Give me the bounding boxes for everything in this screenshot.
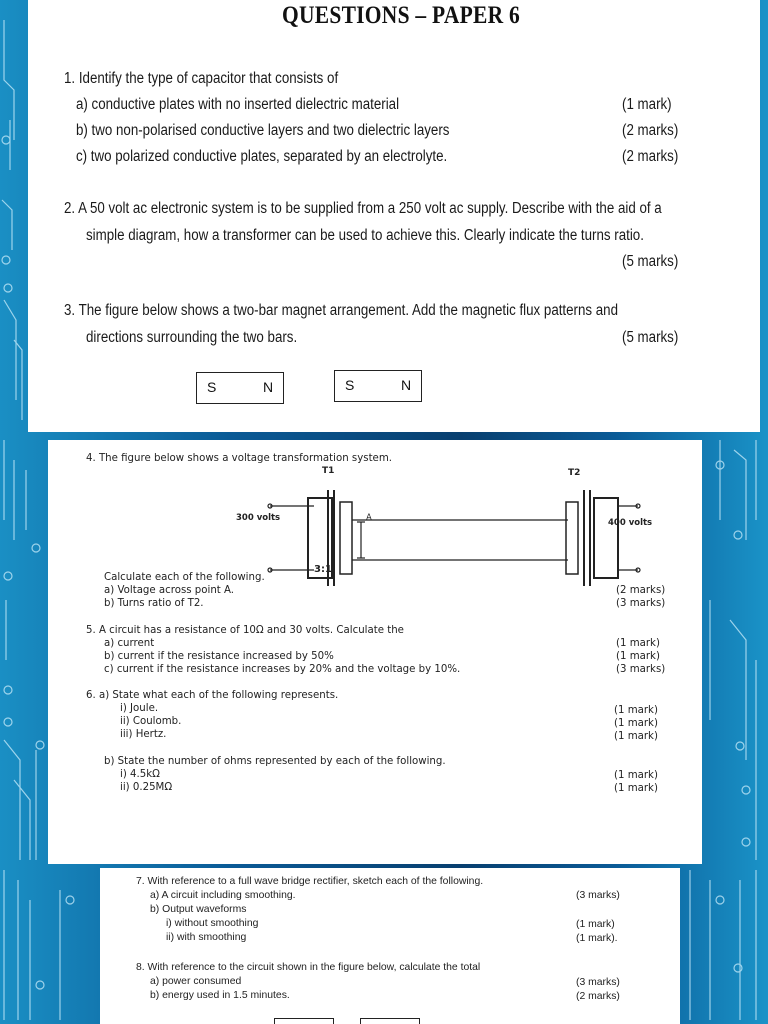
q7-part-a-marks: (3 marks) <box>576 890 620 901</box>
q7-stem: 7. With reference to a full wave bridge rectifier, sketch each of the following. <box>136 876 484 887</box>
q6-b-ii-marks: (1 mark) <box>614 783 658 794</box>
circuit-box-1 <box>274 1018 334 1024</box>
q4-part-b: b) Turns ratio of T2. <box>104 598 204 609</box>
q3-line2: directions surrounding the two bars. <box>86 329 298 346</box>
q2-line1: 2. A 50 volt ac electronic system is to be supplied from a 250 volt ac supply. Describe with the aid of a <box>64 200 662 217</box>
q6-b-ii: ii) 0.25MΩ <box>120 782 173 793</box>
q8-stem: 8. With reference to the circuit shown in the figure below, calculate the total <box>136 962 481 973</box>
bar-magnet-2 <box>334 370 422 402</box>
point-a-label: A <box>366 513 372 523</box>
output-voltage-label: 400 volts <box>608 518 653 528</box>
q3-marks: (5 marks) <box>622 329 679 346</box>
q1-part-b-marks: (2 marks) <box>622 122 679 139</box>
q4-part-a-marks: (2 marks) <box>616 585 666 596</box>
q6-a-ii-marks: (1 mark) <box>614 718 658 729</box>
input-voltage-label: 300 volts <box>236 513 281 523</box>
q7-b-ii: ii) with smoothing <box>166 932 247 943</box>
q5-part-a-marks: (1 mark) <box>616 638 660 649</box>
q7-b-ii-marks: (1 mark). <box>576 933 618 944</box>
q1-part-c: c) two polarized conductive plates, separated by an electrolyte. <box>76 148 448 165</box>
q1-part-a-marks: (1 mark) <box>622 96 672 113</box>
q8-part-b-marks: (2 marks) <box>576 991 620 1002</box>
magnet-1-north: N <box>263 379 274 395</box>
q8-part-a: a) power consumed <box>150 976 242 987</box>
q6-a-iii: iii) Hertz. <box>120 729 167 740</box>
q7-part-b: b) Output waveforms <box>150 904 247 915</box>
q6-stem-b: b) State the number of ohms represented by each of the following. <box>104 756 446 767</box>
q5-part-c-marks: (3 marks) <box>616 664 666 675</box>
q4-stem: 4. The figure below shows a voltage transformation system. <box>86 453 392 464</box>
q7-part-a: a) A circuit including smoothing. <box>150 890 296 901</box>
q6-b-i-marks: (1 mark) <box>614 770 658 781</box>
q4-part-b-marks: (3 marks) <box>616 598 666 609</box>
q6-a-i: i) Joule. <box>120 703 159 714</box>
q7-b-i: i) without smoothing <box>166 918 259 929</box>
q6-b-i: i) 4.5kΩ <box>120 769 160 780</box>
turns-ratio-label: 3:1 <box>314 564 332 575</box>
q1-stem: 1. Identify the type of capacitor that consists of <box>64 70 339 87</box>
q2-line2: simple diagram, how a transformer can be used to achieve this. Clearly indicate the turns ratio. <box>86 227 644 244</box>
circuit-box-2 <box>360 1018 420 1024</box>
paper-page-2 <box>48 440 702 864</box>
q1-part-a: a) conductive plates with no inserted dielectric material <box>76 96 400 113</box>
q4-part-a: a) Voltage across point A. <box>104 585 235 596</box>
paper-page-1 <box>28 0 760 432</box>
q5-part-b-marks: (1 mark) <box>616 651 660 662</box>
q5-part-b: b) current if the resistance increased by 50% <box>104 651 334 662</box>
q8-part-b: b) energy used in 1.5 minutes. <box>150 990 290 1001</box>
q8-part-a-marks: (3 marks) <box>576 977 620 988</box>
q5-part-a: a) current <box>104 638 155 649</box>
q6-stem-a: 6. a) State what each of the following represents. <box>86 690 339 701</box>
t2-label: T2 <box>568 468 581 478</box>
q1-part-c-marks: (2 marks) <box>622 148 679 165</box>
t1-label: T1 <box>322 466 335 476</box>
q4-calc: Calculate each of the following. <box>104 572 265 583</box>
magnet-2-north: N <box>401 377 412 393</box>
q6-a-iii-marks: (1 mark) <box>614 731 658 742</box>
q6-a-ii: ii) Coulomb. <box>120 716 182 727</box>
q5-stem: 5. A circuit has a resistance of 10Ω and 30 volts. Calculate the <box>86 625 404 636</box>
q6-a-i-marks: (1 mark) <box>614 705 658 716</box>
paper-page-3 <box>100 868 680 1024</box>
q3-line1: 3. The figure below shows a two-bar magnet arrangement. Add the magnetic flux patterns and <box>64 302 619 319</box>
q1-part-b: b) two non-polarised conductive layers and two dielectric layers <box>76 122 450 139</box>
q5-part-c: c) current if the resistance increases by 20% and the voltage by 10%. <box>104 664 461 675</box>
bar-magnet-1 <box>196 372 284 404</box>
q2-marks: (5 marks) <box>622 253 679 270</box>
q7-b-i-marks: (1 mark) <box>576 919 615 930</box>
magnet-2-south: S <box>345 377 355 393</box>
page-title: QUESTIONS – PAPER 6 <box>282 2 521 29</box>
magnet-1-south: S <box>207 379 217 395</box>
